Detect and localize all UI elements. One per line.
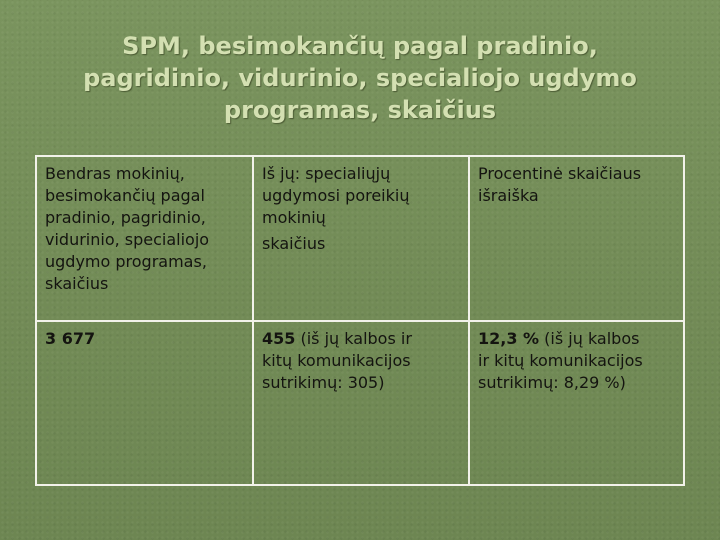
value-detail-line: ir kitų komunikacijos (478, 351, 643, 370)
value-detail-line: sutrikimų: 305) (262, 373, 385, 392)
value-detail-line: sutrikimų: 8,29 %) (478, 373, 626, 392)
statistics-table (35, 155, 685, 486)
header-cell-special-needs (253, 156, 469, 321)
header-cell-text: pradinio, pagridinio, (45, 208, 206, 227)
header-cell-text: ugdymo programas, (45, 252, 207, 271)
table-value-row (36, 321, 684, 485)
header-cell-text: mokinių (262, 208, 326, 227)
header-cell-text: Iš jų: specialiųjų (262, 164, 391, 183)
value-detail-line: kitų komunikacijos (262, 351, 411, 370)
value-line (45, 328, 244, 350)
slide-title: SPM, besimokančių pagal pradinio, pagridinio, vidurinio, specialiojo ugdymo programas, skaičius (83, 32, 637, 124)
header-cell-total-students (36, 156, 253, 321)
value-cell-percentage (469, 321, 684, 485)
header-cell-text: skaičius (262, 234, 326, 253)
value-cell-total-students (36, 321, 253, 485)
value-line (478, 328, 675, 350)
header-cell-text: Procentinė skaičiaus (478, 164, 642, 183)
value-detail: (iš jų kalbos ir (295, 329, 412, 348)
header-cell-text: besimokančių pagal (45, 186, 205, 205)
value-cell-special-needs (253, 321, 469, 485)
value-detail: (iš jų kalbos (539, 329, 640, 348)
value-line (262, 328, 460, 350)
table-header-row (36, 156, 684, 321)
header-cell-text: skaičius (45, 274, 109, 293)
value-number: 3 677 (45, 329, 96, 348)
header-cell-text: Bendras mokinių, (45, 164, 185, 183)
value-number: 455 (262, 329, 296, 348)
header-cell-text: vidurinio, specialiojo (45, 230, 210, 249)
header-cell-text: ugdymosi poreikių (262, 186, 410, 205)
value-number: 12,3 % (478, 329, 540, 348)
header-cell-text: išraiška (478, 186, 539, 205)
header-cell-percentage (469, 156, 684, 321)
